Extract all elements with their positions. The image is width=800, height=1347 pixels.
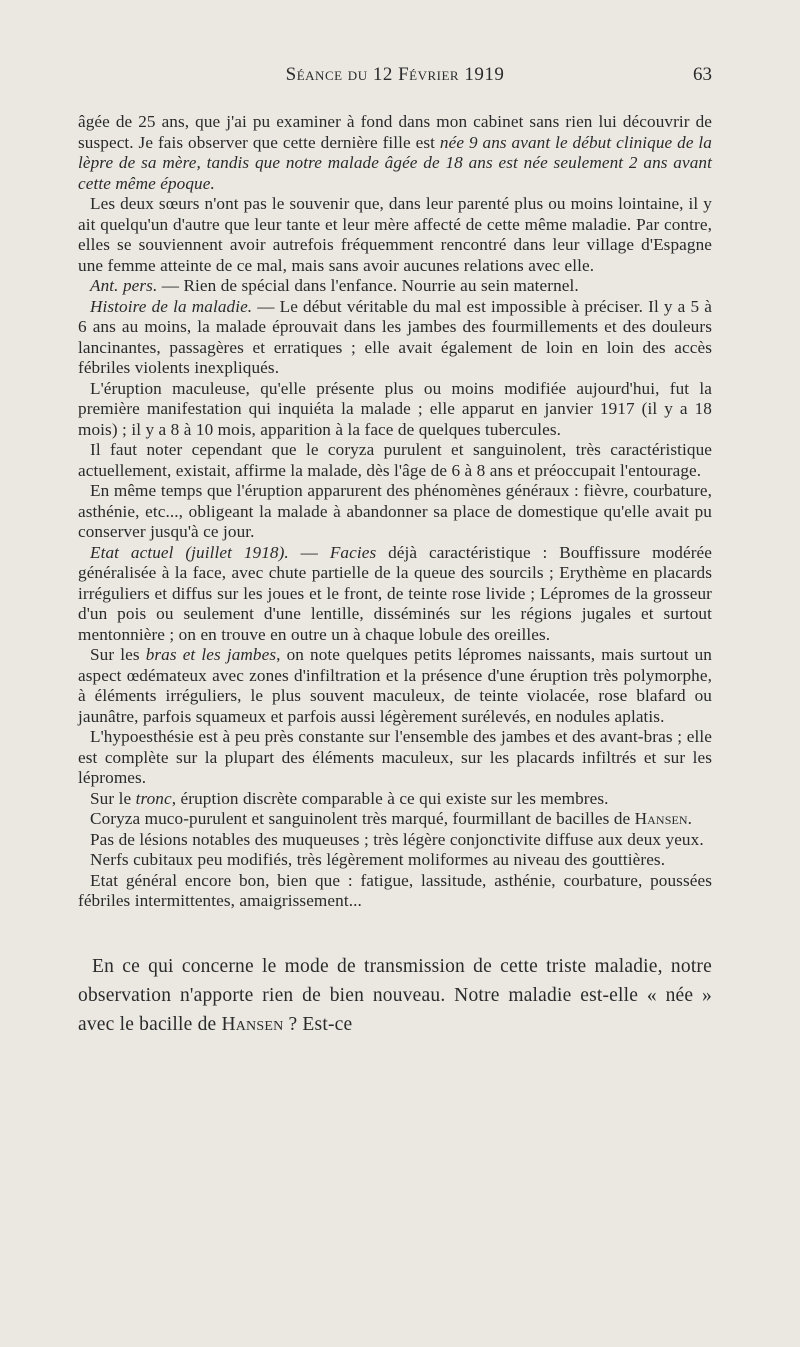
- observation-text: [78, 112, 712, 912]
- closing-paragraph: [78, 952, 712, 1039]
- paragraph: [78, 379, 712, 441]
- paragraph: [78, 481, 712, 543]
- text-run: Hansen: [634, 809, 688, 828]
- page-header: [78, 64, 712, 94]
- text-run: Nerfs cubitaux peu modifiés, très légèrement moliformes au niveau des gouttières.: [90, 850, 666, 869]
- section-spacer: [78, 912, 712, 952]
- text-run: Hansen: [221, 1013, 284, 1035]
- text-run: , éruption discrète comparable à ce qui existe sur les membres.: [171, 788, 609, 808]
- text-run: Sur le: [90, 788, 136, 808]
- text-run: , on note quelques petits lépromes naissants, mais surtout un aspect œdémateux avec zones d'infiltration et la présence d'une éruption très polymorphe, à éléments irréguliers, le plus souvent maculeux, de teinte violacée, rose blafard ou jaunâtre, parfois squameux et parfois aussi légèrement surélevés, en nodules aplatis.: [78, 645, 712, 726]
- text-run: bras et les jambes: [145, 645, 277, 664]
- text-run: tronc: [135, 788, 172, 808]
- text-run: Coryza muco-purulent et sanguinolent très marqué, fourmillant de bacilles de: [90, 809, 635, 828]
- text-run: Etat actuel (juillet 1918).: [90, 542, 289, 562]
- paragraph: [78, 830, 712, 851]
- text-run: déjà caractéristique : Bouffissure modérée généralisée à la face, avec chute partielle de la queue des sourcils ; Erythème en placards irréguliers et diffus sur les joues et le front, de teinte rose livide ; Lépromes de la grosseur d'un pois ou seulement d'une lentille, disséminés sur les régions jugales et surtout mentonnière ; on en trouve en outre un à chaque lobule des oreilles.: [78, 542, 712, 644]
- text-run: Histoire de la maladie.: [90, 296, 253, 316]
- paragraph: [78, 645, 712, 727]
- text-run: Les deux sœurs n'ont pas le souvenir que, dans leur parenté plus ou moins lointaine, il y ait quelqu'un d'autre que leur tante et leur mère affecté de cette même maladie. Par contre, elles se souviennent avoir autrefois fréquemment rencontré dans leur village d'Espagne une femme atteinte de ce mal, mais sans avoir aucunes relations avec elle.: [78, 194, 712, 275]
- text-run: âgée de 25 ans, que j'ai pu examiner à fond dans mon cabinet sans rien lui découvrir de suspect. Je fais observer que cette dernière fille est: [78, 112, 712, 152]
- text-run: — Le début véritable du mal est impossible à préciser. Il y a 5 à 6 ans au moins, la malade éprouvait dans les jambes des fourmillements et des douleurs lancinantes, passagères et erratiques ; elle avait également de loin en loin des accès fébriles violents inexpliqués.: [78, 296, 712, 377]
- paragraph: [78, 112, 712, 194]
- running-title: Séance du 12 Février 1919: [285, 64, 505, 85]
- text-run: L'hypoesthésie est à peu près constante sur l'ensemble des jambes et des avant-bras ; elle est complète sur la plupart des éléments maculeux, sur les placards infiltrés et sur les lépromes.: [78, 727, 712, 787]
- paragraph: [78, 871, 712, 912]
- page-body: [78, 112, 712, 1039]
- paragraph: [78, 276, 712, 297]
- text-run: En ce qui concerne le mode de transmission de cette triste maladie, notre observation n'apporte rien de bien nouveau. Notre maladie est-elle « née » avec le bacille de: [78, 955, 712, 1035]
- text-run: Sur les: [90, 645, 146, 664]
- text-run: Il faut noter cependant que le coryza purulent et sanguinolent, très caractéristique actuellement, existait, affirme la malade, dès l'âge de 6 à 8 ans et préoccupait l'entourage.: [78, 440, 712, 480]
- text-run: En même temps que l'éruption apparurent des phénomènes généraux : fièvre, courbature, asthénie, etc..., obligeant la malade à abandonner sa place de domestique qu'elle avait pu conserver jusqu'à ce jour.: [78, 481, 712, 541]
- text-run: — Rien de spécial dans l'enfance. Nourrie au sein maternel.: [157, 276, 579, 295]
- text-run: ? Est-ce: [283, 1013, 353, 1035]
- text-run: née 9 ans avant le début clinique de la lèpre de sa mère, tandis que notre malade âgée de 18 ans est née seulement 2 ans avant cette même époque.: [78, 132, 712, 193]
- paragraph: [78, 789, 712, 810]
- paragraph: [78, 194, 712, 276]
- text-run: Pas de lésions notables des muqueuses ; très légère conjonctivite diffuse aux deux yeux.: [90, 829, 704, 849]
- text-run: Ant. pers.: [90, 276, 158, 295]
- text-run: —: [288, 542, 330, 562]
- text-run: .: [687, 809, 693, 828]
- paragraph: [78, 297, 712, 379]
- paragraph: [78, 727, 712, 789]
- paragraph: [78, 440, 712, 481]
- paragraph: [78, 850, 712, 871]
- page-number: 63: [693, 64, 712, 85]
- text-run: Facies: [329, 542, 377, 562]
- discussion-text: [78, 952, 712, 1039]
- text-run: L'éruption maculeuse, qu'elle présente plus ou moins modifiée aujourd'hui, fut la première manifestation qui inquiéta la malade ; elle apparut en janvier 1917 (il y a 18 mois) ; il y a 8 à 10 mois, apparition à la face de quelques tubercules.: [78, 378, 712, 439]
- paragraph: [78, 809, 712, 830]
- text-run: Etat général encore bon, bien que : fatigue, lassitude, asthénie, courbature, poussées fébriles intermittentes, amaigrissement...: [78, 870, 712, 910]
- paragraph: [78, 543, 712, 646]
